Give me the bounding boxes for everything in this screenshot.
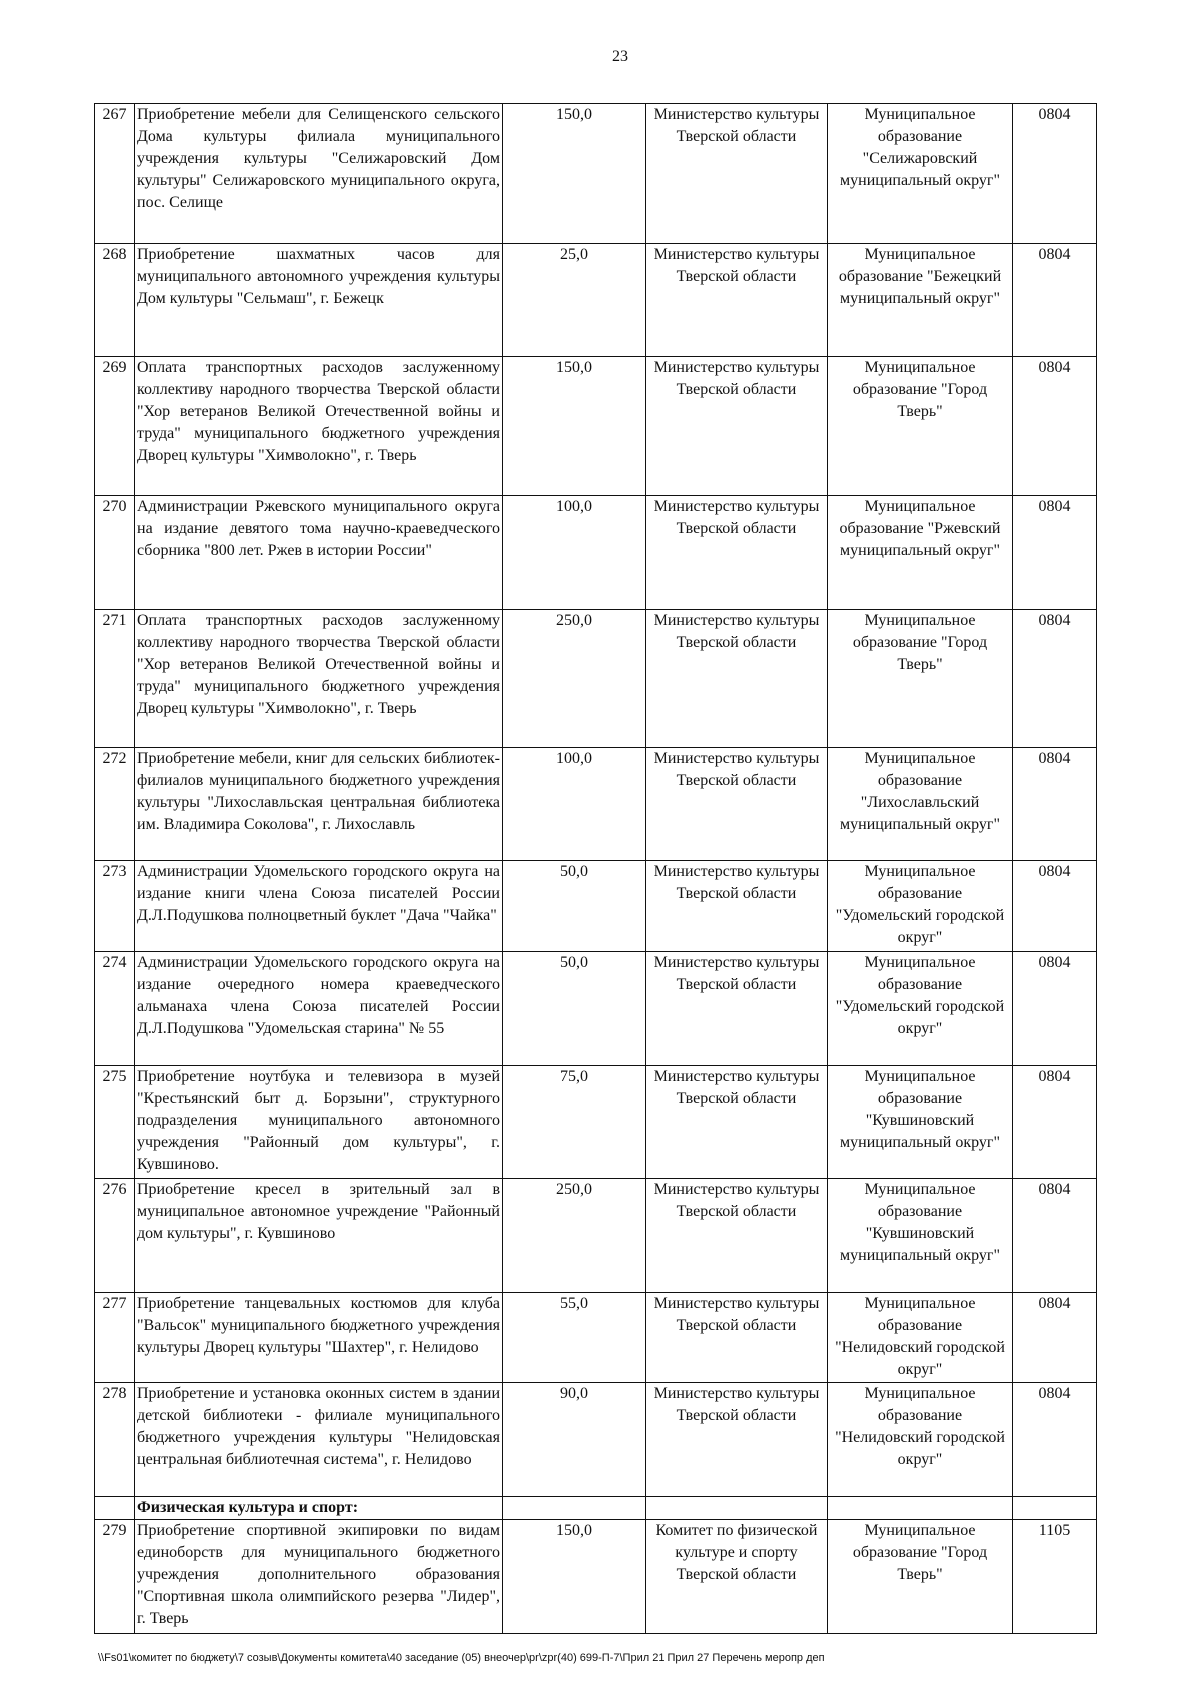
amount: 250,0 xyxy=(503,610,646,748)
budget-code: 0804 xyxy=(1013,861,1097,952)
table-row xyxy=(95,357,1097,496)
measure-description: Приобретение мебели, книг для сельских библиотек-филиалов муниципального бюджетного учреждения культуры "Лихославльская центральная библиотека им. Владимира Соколова", г. Лихославль xyxy=(135,748,503,861)
budget-code: 0804 xyxy=(1013,610,1097,748)
municipality: Муниципальное образование "Ржевский муниципальный округ" xyxy=(828,496,1013,610)
budget-code: 0804 xyxy=(1013,1179,1097,1293)
row-number: 270 xyxy=(95,496,135,610)
section-empty-cell xyxy=(646,1497,828,1520)
budget-code: 0804 xyxy=(1013,244,1097,357)
municipality: Муниципальное образование "Кувшиновский муниципальный округ" xyxy=(828,1179,1013,1293)
row-number: 274 xyxy=(95,952,135,1066)
section-title: Физическая культура и спорт: xyxy=(135,1497,503,1520)
municipality: Муниципальное образование "Бежецкий муниципальный округ" xyxy=(828,244,1013,357)
table-row xyxy=(95,1383,1097,1497)
table-row xyxy=(95,1179,1097,1293)
budget-code: 0804 xyxy=(1013,357,1097,496)
table-row xyxy=(95,861,1097,952)
amount: 90,0 xyxy=(503,1383,646,1497)
row-number: 267 xyxy=(95,104,135,244)
responsible-ministry: Министерство культуры Тверской области xyxy=(646,496,828,610)
budget-code: 0804 xyxy=(1013,104,1097,244)
row-number: 269 xyxy=(95,357,135,496)
measure-description: Приобретение шахматных часов для муниципального автономного учреждения культуры Дом культуры "Сельмаш", г. Бежецк xyxy=(135,244,503,357)
amount: 100,0 xyxy=(503,496,646,610)
measure-description: Приобретение спортивной экипировки по видам единоборств для муниципального бюджетного учреждения дополнительного образования "Спортивная школа олимпийского резерва "Лидер", г. Тверь xyxy=(135,1520,503,1634)
row-number: 278 xyxy=(95,1383,135,1497)
responsible-ministry: Министерство культуры Тверской области xyxy=(646,1066,828,1179)
budget-code: 0804 xyxy=(1013,748,1097,861)
section-row xyxy=(95,1497,1097,1520)
measure-description: Администрации Ржевского муниципального округа на издание девятого тома научно-краеведческого сборника "800 лет. Ржев в истории России" xyxy=(135,496,503,610)
municipality: Муниципальное образование "Лихославльский муниципальный округ" xyxy=(828,748,1013,861)
measure-description: Приобретение танцевальных костюмов для клуба "Вальсок" муниципального бюджетного учреждения культуры Дворец культуры "Шахтер", г. Нелидово xyxy=(135,1293,503,1383)
row-number: 271 xyxy=(95,610,135,748)
measure-description: Приобретение мебели для Селищенского сельского Дома культуры филиала муниципального учреждения культуры "Селижаровский Дом культуры" Селижаровского муниципального округа, пос. Селище xyxy=(135,104,503,244)
municipality: Муниципальное образование "Город Тверь" xyxy=(828,1520,1013,1634)
table-row xyxy=(95,244,1097,357)
measure-description: Приобретение и установка оконных систем в здании детской библиотеки - филиале муниципального бюджетного учреждения культуры "Нелидовская центральная библиотечная система", г. Нелидово xyxy=(135,1383,503,1497)
section-number-cell xyxy=(95,1497,135,1520)
budget-code: 0804 xyxy=(1013,1383,1097,1497)
municipality: Муниципальное образование "Нелидовский городской округ" xyxy=(828,1293,1013,1383)
budget-code: 0804 xyxy=(1013,1066,1097,1179)
row-number: 279 xyxy=(95,1520,135,1634)
table-row xyxy=(95,1520,1097,1634)
table-row xyxy=(95,104,1097,244)
measure-description: Приобретение кресел в зрительный зал в муниципальное автономное учреждение "Районный дом культуры", г. Кувшиново xyxy=(135,1179,503,1293)
responsible-ministry: Министерство культуры Тверской области xyxy=(646,1293,828,1383)
table-row xyxy=(95,1293,1097,1383)
responsible-ministry: Министерство культуры Тверской области xyxy=(646,952,828,1066)
responsible-ministry: Министерство культуры Тверской области xyxy=(646,610,828,748)
responsible-ministry: Министерство культуры Тверской области xyxy=(646,861,828,952)
responsible-ministry: Министерство культуры Тверской области xyxy=(646,104,828,244)
amount: 150,0 xyxy=(503,104,646,244)
amount: 100,0 xyxy=(503,748,646,861)
budget-code: 0804 xyxy=(1013,1293,1097,1383)
table-row xyxy=(95,952,1097,1066)
row-number: 276 xyxy=(95,1179,135,1293)
file-path-footer: \\Fs01\комитет по бюджету\7 созыв\Документы комитета\40 заседание (05) внеочер\pr\zpr(40) 699-П-7\Прил 21 Прил 27 Перечень меропр деп xyxy=(98,1652,825,1664)
row-number: 275 xyxy=(95,1066,135,1179)
budget-code: 1105 xyxy=(1013,1520,1097,1634)
amount: 25,0 xyxy=(503,244,646,357)
municipality: Муниципальное образование "Город Тверь" xyxy=(828,357,1013,496)
municipality: Муниципальное образование "Нелидовский городской округ" xyxy=(828,1383,1013,1497)
responsible-ministry: Министерство культуры Тверской области xyxy=(646,1383,828,1497)
responsible-ministry: Министерство культуры Тверской области xyxy=(646,748,828,861)
responsible-ministry: Министерство культуры Тверской области xyxy=(646,1179,828,1293)
row-number: 272 xyxy=(95,748,135,861)
table-row xyxy=(95,496,1097,610)
responsible-ministry: Министерство культуры Тверской области xyxy=(646,244,828,357)
responsible-ministry: Министерство культуры Тверской области xyxy=(646,357,828,496)
table-row xyxy=(95,748,1097,861)
measure-description: Администрации Удомельского городского округа на издание книги члена Союза писателей России Д.Л.Подушкова полноцветный буклет "Дача "Чайка" xyxy=(135,861,503,952)
amount: 250,0 xyxy=(503,1179,646,1293)
amount: 150,0 xyxy=(503,1520,646,1634)
measure-description: Оплата транспортных расходов заслуженному коллективу народного творчества Тверской области "Хор ветеранов Великой Отечественной войны и труда" муниципального бюджетного учреждения Дворец культуры "Химволокно", г. Тверь xyxy=(135,357,503,496)
measure-description: Администрации Удомельского городского округа на издание очередного номера краеведческого альманаха члена Союза писателей России Д.Л.Подушкова "Удомельская старина" № 55 xyxy=(135,952,503,1066)
row-number: 277 xyxy=(95,1293,135,1383)
municipality: Муниципальное образование "Удомельский городской округ" xyxy=(828,861,1013,952)
amount: 55,0 xyxy=(503,1293,646,1383)
measure-description: Оплата транспортных расходов заслуженному коллективу народного творчества Тверской области "Хор ветеранов Великой Отечественной войны и труда" муниципального бюджетного учреждения Дворец культуры "Химволокно", г. Тверь xyxy=(135,610,503,748)
page-number: 23 xyxy=(612,48,628,65)
row-number: 273 xyxy=(95,861,135,952)
section-empty-cell xyxy=(1013,1497,1097,1520)
table-row xyxy=(95,1066,1097,1179)
municipality: Муниципальное образование "Удомельский городской округ" xyxy=(828,952,1013,1066)
amount: 50,0 xyxy=(503,861,646,952)
measure-description: Приобретение ноутбука и телевизора в музей "Крестьянский быт д. Борзыни", структурного подразделения муниципального автономного учреждения "Районный дом культуры", г. Кувшиново. xyxy=(135,1066,503,1179)
municipality: Муниципальное образование "Кувшиновский муниципальный округ" xyxy=(828,1066,1013,1179)
amount: 50,0 xyxy=(503,952,646,1066)
amount: 150,0 xyxy=(503,357,646,496)
responsible-ministry: Комитет по физической культуре и спорту Тверской области xyxy=(646,1520,828,1634)
table-row xyxy=(95,610,1097,748)
row-number: 268 xyxy=(95,244,135,357)
budget-code: 0804 xyxy=(1013,496,1097,610)
measures-table xyxy=(94,103,1097,1634)
section-empty-cell xyxy=(828,1497,1013,1520)
amount: 75,0 xyxy=(503,1066,646,1179)
budget-code: 0804 xyxy=(1013,952,1097,1066)
section-empty-cell xyxy=(503,1497,646,1520)
municipality: Муниципальное образование "Город Тверь" xyxy=(828,610,1013,748)
municipality: Муниципальное образование "Селижаровский муниципальный округ" xyxy=(828,104,1013,244)
